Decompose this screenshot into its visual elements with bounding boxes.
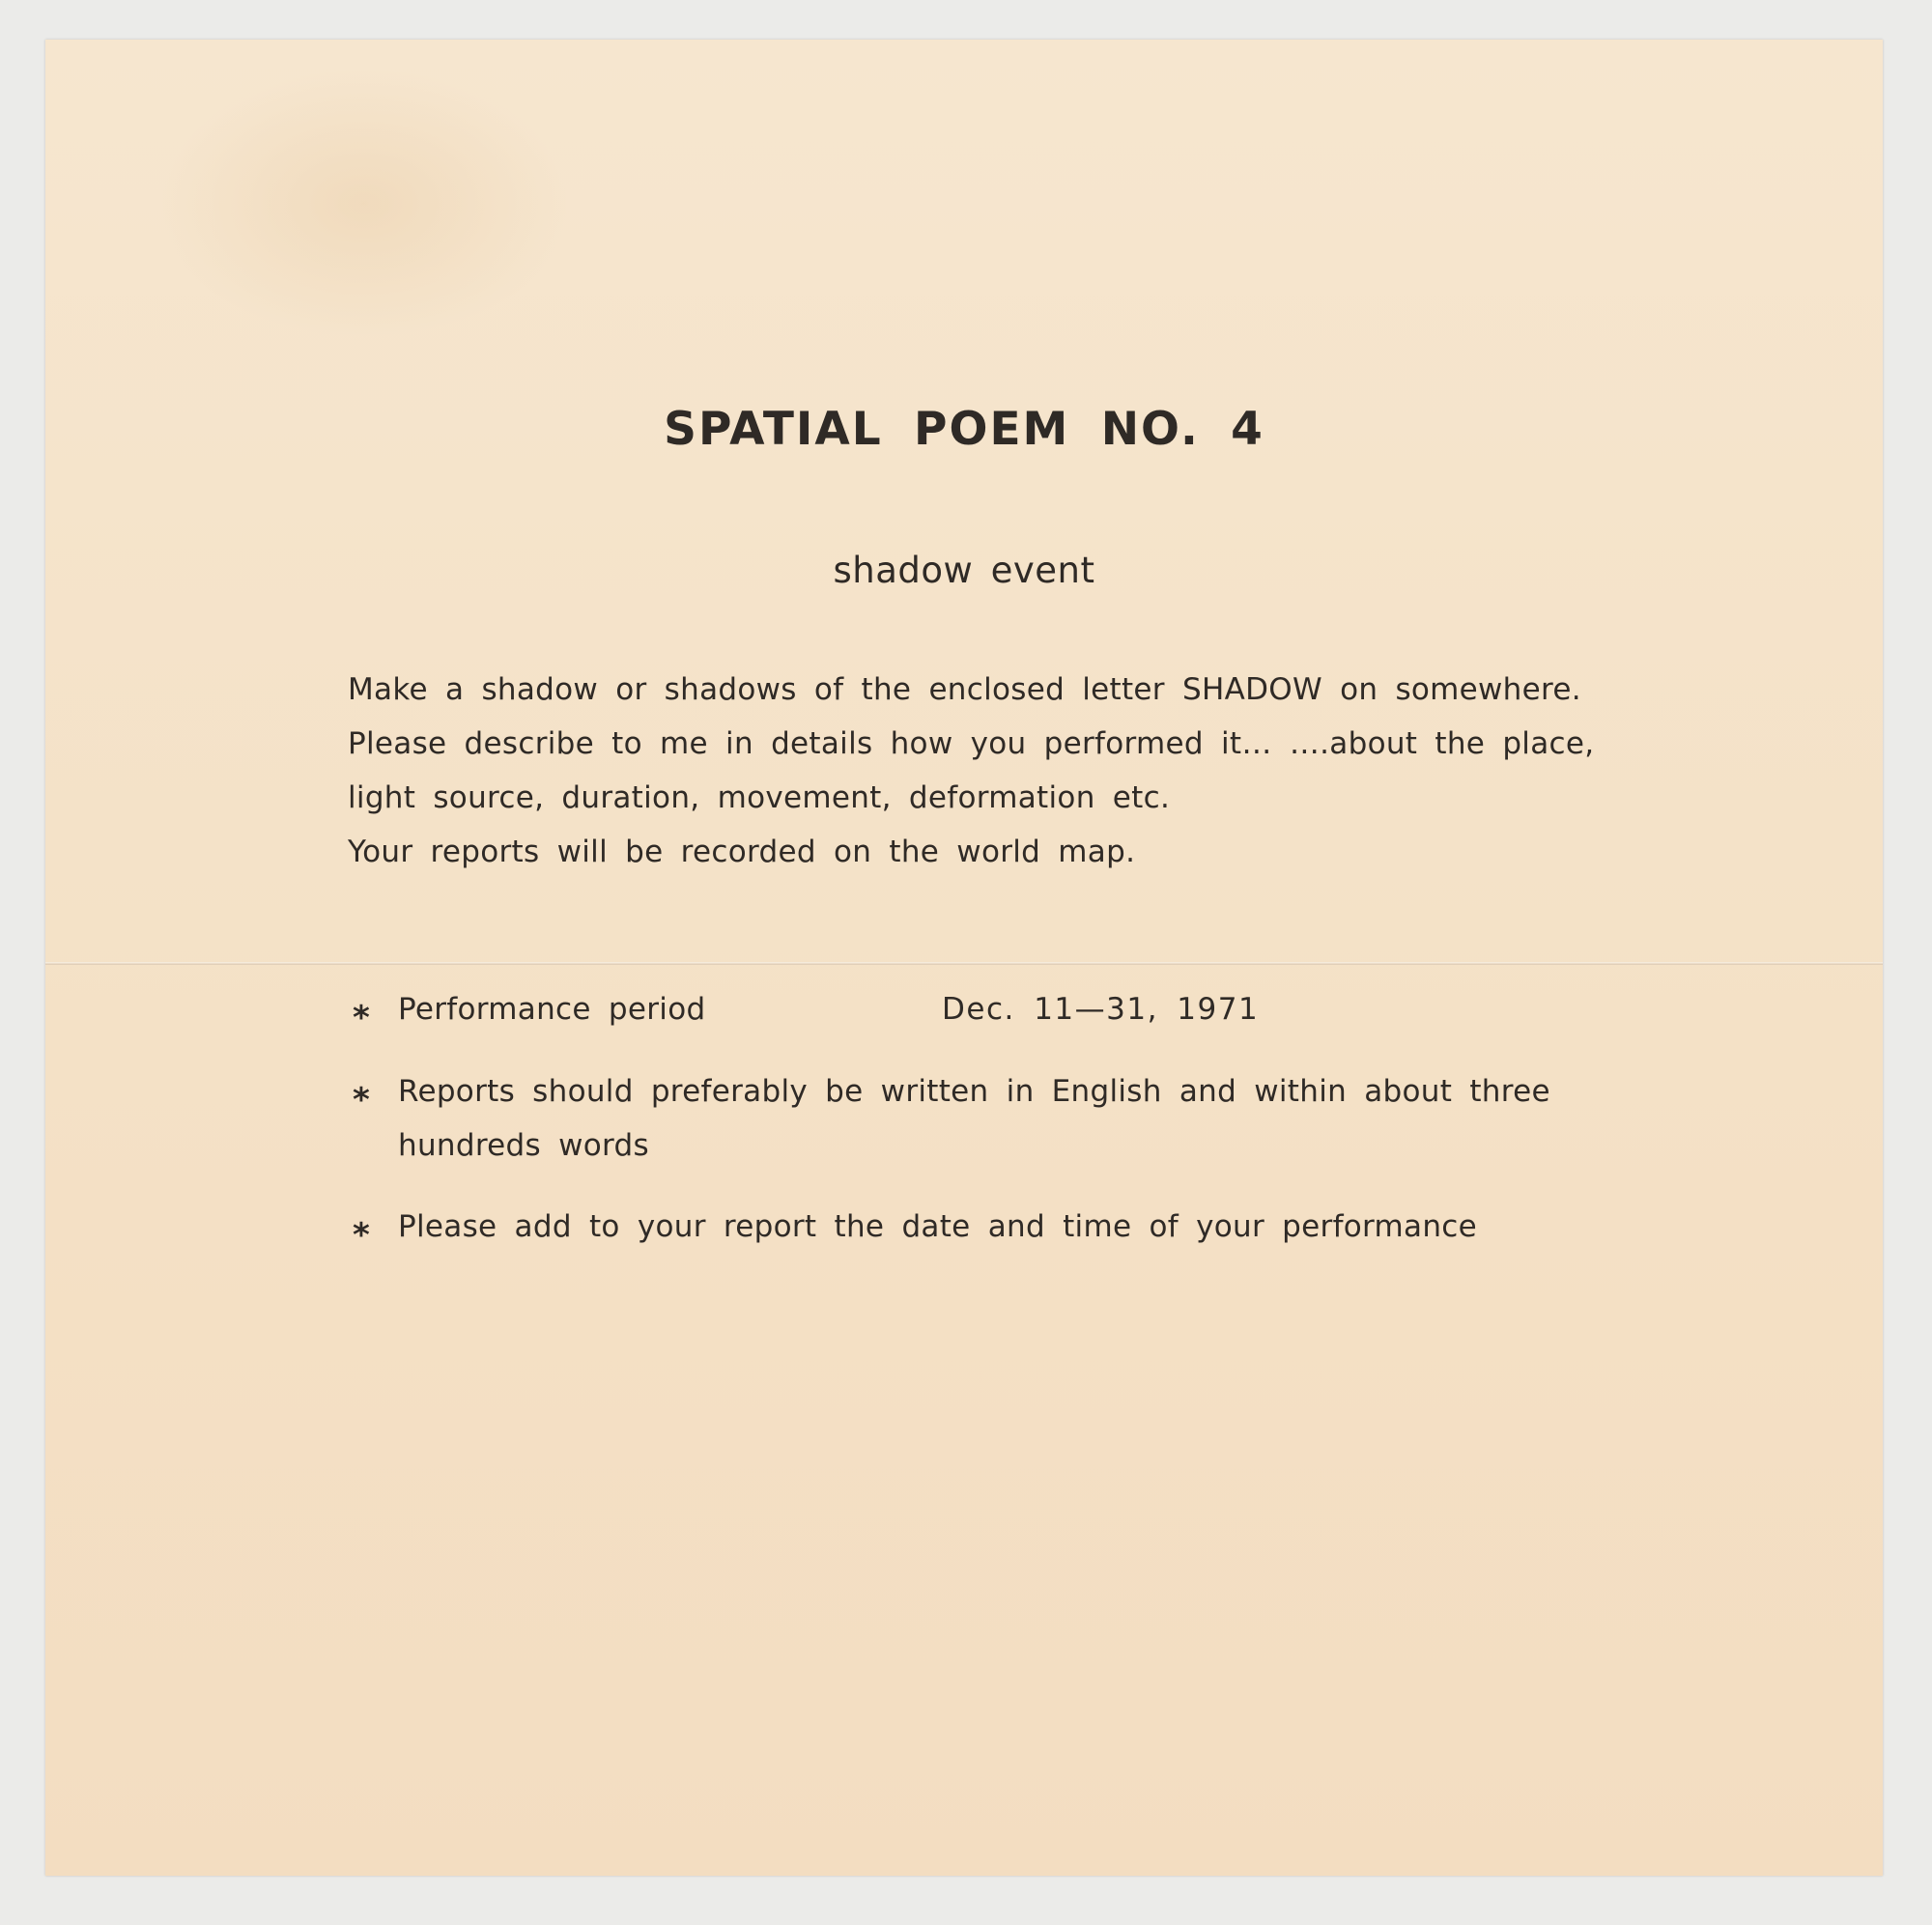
bullet-asterisk-1: * bbox=[353, 999, 370, 1037]
instruction-line-1: Make a shadow or shadows of the enclosed letter SHADOW on somewhere. bbox=[348, 672, 1581, 707]
document-title: SPATIAL POEM NO. 4 bbox=[664, 403, 1264, 456]
instruction-line-3: light source, duration, movement, deformation etc. bbox=[348, 780, 1171, 815]
instruction-line-2: Please describe to me in details how you performed it… ….about the place, bbox=[348, 726, 1595, 761]
bullet-asterisk-3: * bbox=[353, 1216, 370, 1255]
document-subtitle: shadow event bbox=[833, 550, 1095, 591]
document-sheet bbox=[45, 40, 1883, 1876]
reports-note-line-1: Reports should preferably be written in English and within about three bbox=[398, 1074, 1550, 1109]
performance-period-value: Dec. 11—31, 1971 bbox=[942, 992, 1260, 1027]
add-date-note: Please add to your report the date and time of your performance bbox=[398, 1209, 1478, 1244]
reports-note-line-2: hundreds words bbox=[398, 1128, 649, 1163]
performance-period-label: Performance period bbox=[398, 992, 706, 1027]
bullet-asterisk-2: * bbox=[353, 1081, 370, 1119]
instruction-line-4: Your reports will be recorded on the world map. bbox=[348, 835, 1136, 869]
paper-fold-crease bbox=[45, 962, 1883, 965]
